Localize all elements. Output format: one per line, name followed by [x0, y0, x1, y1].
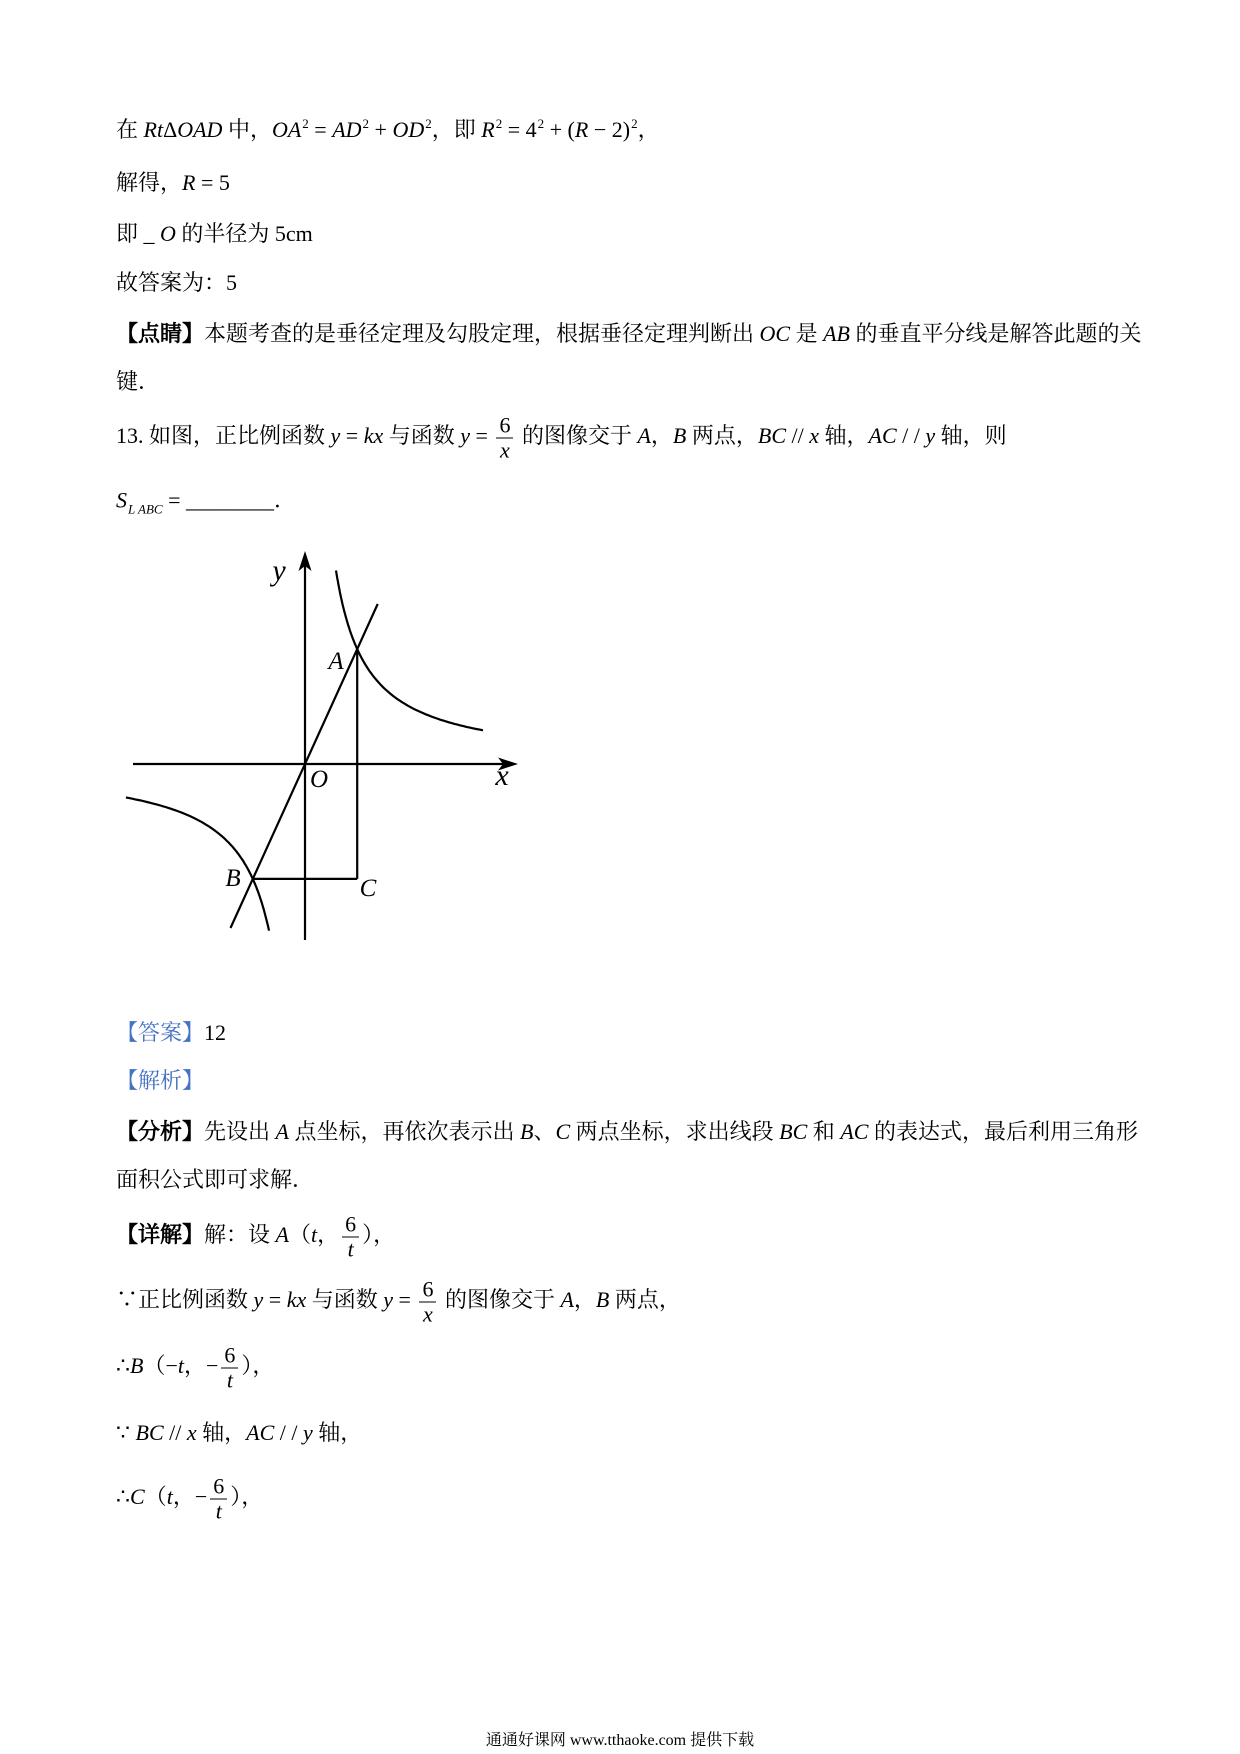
math-variable: B: [595, 1287, 610, 1313]
text-run: ），: [230, 1484, 264, 1510]
math-variable: y: [303, 1420, 313, 1445]
superscript: 2: [425, 116, 432, 131]
text-run: = 5: [195, 170, 230, 195]
text-run: ，−: [184, 1353, 219, 1379]
text-run: 轴，则: [935, 423, 1007, 449]
solution-step-result: [116, 168, 230, 198]
math-variable: A: [275, 1222, 289, 1248]
math-variable: R: [481, 117, 495, 142]
math-variable: AD: [332, 117, 362, 142]
fraction: [496, 414, 513, 463]
text-run: ，: [317, 1222, 340, 1248]
text-run: （: [288, 1222, 311, 1248]
text-run: ，: [650, 423, 673, 449]
math-variable: A: [275, 1119, 289, 1144]
math-variable: y: [460, 423, 471, 449]
text-run: + (: [544, 117, 575, 142]
origin-label: O: [309, 766, 329, 793]
math-variable: Rt: [143, 117, 164, 142]
math-variable: OD: [392, 117, 425, 142]
math-variable: R: [574, 117, 589, 142]
text-run: =: [340, 423, 364, 449]
text-run: =: [393, 1287, 417, 1313]
superscript: 2: [362, 116, 370, 131]
hyperbola-lower-branch: [126, 798, 269, 931]
text-run: 轴，: [312, 1420, 363, 1445]
math-variable: AC: [868, 423, 897, 449]
key-point-note-line: [116, 319, 1142, 349]
fraction-numerator: 6: [210, 1475, 227, 1500]
math-variable: A: [560, 1287, 574, 1313]
fraction-numerator: 6: [221, 1344, 238, 1369]
detail-line-point-b: [116, 1344, 274, 1393]
text-run: 面积公式即可求解．: [116, 1167, 315, 1192]
text-run: 和: [807, 1119, 841, 1144]
text-run: 的半径为 5cm: [175, 221, 313, 246]
solution-step-radius: [116, 219, 313, 249]
detail-line-set-a: [116, 1213, 395, 1262]
superscript: 2: [537, 116, 545, 131]
math-variable: C: [130, 1484, 145, 1510]
math-variable: y: [925, 423, 936, 449]
text-run: 解：设: [204, 1222, 276, 1248]
math-variable: B: [672, 423, 687, 449]
fraction: [419, 1278, 436, 1327]
solution-final-answer: [116, 268, 237, 298]
text-run: 的图像交于: [439, 1287, 561, 1313]
fraction: [221, 1344, 238, 1393]
math-variable: y: [253, 1287, 264, 1313]
math-variable: BC: [779, 1119, 808, 1144]
math-variable: t: [166, 1484, 173, 1510]
superscript: 2: [302, 116, 309, 131]
text-run: 本题考查的是垂径定理及勾股定理，根据垂径定理判断出: [204, 321, 760, 346]
text-run: ，: [573, 1287, 596, 1313]
math-variable: BC: [757, 423, 787, 449]
fraction-denominator: t: [347, 1236, 354, 1262]
math-variable: AC: [840, 1119, 869, 1144]
fraction-denominator: x: [500, 437, 510, 463]
text-run: 先设出: [204, 1119, 276, 1144]
y-axis-label: y: [272, 554, 286, 587]
text-run: 的图像交于: [516, 423, 638, 449]
text-run: =: [263, 1287, 287, 1313]
text-run: 解得，: [116, 170, 183, 195]
text-run: 、: [533, 1119, 556, 1144]
text-run: ，即: [431, 117, 482, 142]
text-run: 点坐标，再依次表示出: [288, 1119, 520, 1144]
text-run: / /: [896, 423, 926, 449]
text-run: Δ: [163, 117, 178, 142]
fraction: [210, 1475, 227, 1524]
analysis-line-end: [116, 1165, 314, 1195]
fraction-numerator: 6: [419, 1278, 436, 1303]
math-variable: OA: [271, 117, 302, 142]
text-run: +: [369, 117, 393, 142]
analysis-line: [116, 1117, 1138, 1147]
question-13-stem: [116, 414, 1007, 463]
text-run: ，: [637, 117, 660, 142]
text-run: 轴，: [819, 423, 869, 449]
math-variable: y: [383, 1287, 394, 1313]
math-variable: BC: [135, 1420, 164, 1445]
math-variable: S: [116, 487, 127, 513]
analysis-heading: [116, 1066, 204, 1096]
point-b-label: B: [225, 865, 241, 892]
question-13-blank: [116, 486, 296, 525]
text-run: − 2): [588, 117, 631, 142]
text-run: 两点，: [609, 1287, 681, 1313]
text-run: ∴: [116, 1353, 130, 1379]
math-variable: x: [809, 423, 820, 449]
math-variable: OAD: [177, 117, 223, 142]
math-variable: t: [311, 1222, 318, 1248]
text-run: 故答案为：5: [116, 270, 238, 295]
math-variable: kx: [363, 423, 384, 449]
math-variable: R: [182, 170, 196, 195]
fraction-denominator: t: [226, 1367, 233, 1393]
text-run: 在: [116, 117, 144, 142]
answer-line: [116, 1018, 226, 1048]
detail-line-parallel: [116, 1418, 362, 1448]
section-label: 【分析】: [116, 1119, 205, 1144]
math-variable: O: [160, 221, 176, 246]
section-label: 【点睛】: [116, 321, 205, 346]
math-variable: x: [186, 1420, 197, 1445]
text-run: ∴: [116, 1484, 130, 1510]
text-run: 的垂直平分线是解答此题的关: [850, 321, 1142, 346]
text-run: 中，: [222, 117, 272, 142]
math-variable: AB: [823, 321, 850, 346]
text-run: ），: [241, 1353, 275, 1379]
superscript: 2: [631, 116, 638, 131]
function-graph-figure: [100, 540, 540, 960]
math-variable: AC: [246, 1420, 275, 1445]
answer-label: 【答案】: [116, 1020, 205, 1045]
page-footer: 通通好课网 www.tthaoke.com 提供下载: [485, 1732, 755, 1749]
subscript: L ABC: [128, 501, 163, 517]
text-run: = ________．: [162, 487, 296, 513]
math-variable: B: [130, 1353, 144, 1379]
superscript: 2: [495, 116, 503, 131]
x-axis-label: x: [495, 759, 509, 792]
key-point-note-line-end: [116, 367, 160, 397]
math-variable: B: [520, 1119, 534, 1144]
fraction-denominator: t: [215, 1498, 222, 1524]
text-run: ∵正比例函数: [116, 1287, 254, 1313]
text-run: 两点坐标，求出线段: [570, 1119, 780, 1144]
text-run: （: [144, 1484, 167, 1510]
math-variable: t: [177, 1353, 184, 1379]
text-run: 是: [790, 321, 824, 346]
text-run: 轴，: [196, 1420, 247, 1445]
point-a-label: A: [328, 648, 344, 675]
text-run: ∵: [116, 1420, 136, 1445]
text-run: =: [470, 423, 494, 449]
fraction-numerator: 6: [342, 1213, 359, 1238]
text-run: //: [163, 1420, 187, 1445]
text-run: ），: [362, 1222, 396, 1248]
fraction: [342, 1213, 359, 1262]
text-run: 即 _: [116, 221, 161, 246]
text-run: 与函数: [306, 1287, 384, 1313]
math-variable: A: [637, 423, 651, 449]
solution-step-pythagoras: [116, 109, 660, 145]
text-run: / /: [274, 1420, 303, 1445]
answer-label: 【解析】: [116, 1068, 205, 1093]
text-run: 键．: [116, 369, 161, 394]
point-c-label: C: [359, 875, 377, 902]
text-run: =: [308, 117, 333, 142]
text-run: 与函数: [383, 423, 461, 449]
text-run: ，−: [172, 1484, 208, 1510]
text-run: 13. 如图，正比例函数: [116, 423, 331, 449]
fraction-numerator: 6: [496, 414, 513, 439]
text-run: （−: [143, 1353, 178, 1379]
text-run: 12: [204, 1020, 227, 1045]
text-run: = 4: [502, 117, 537, 142]
text-run: //: [786, 423, 810, 449]
math-variable: OC: [759, 321, 791, 346]
text-run: 的表达式，最后利用三角形: [868, 1119, 1138, 1144]
math-variable: kx: [286, 1287, 307, 1313]
text-run: 两点，: [686, 423, 758, 449]
section-label: 【详解】: [116, 1222, 205, 1248]
math-variable: C: [555, 1119, 571, 1144]
detail-line-intersection: [116, 1278, 681, 1327]
detail-line-point-c: [116, 1475, 263, 1524]
math-variable: y: [330, 423, 341, 449]
fraction-denominator: x: [423, 1301, 433, 1327]
